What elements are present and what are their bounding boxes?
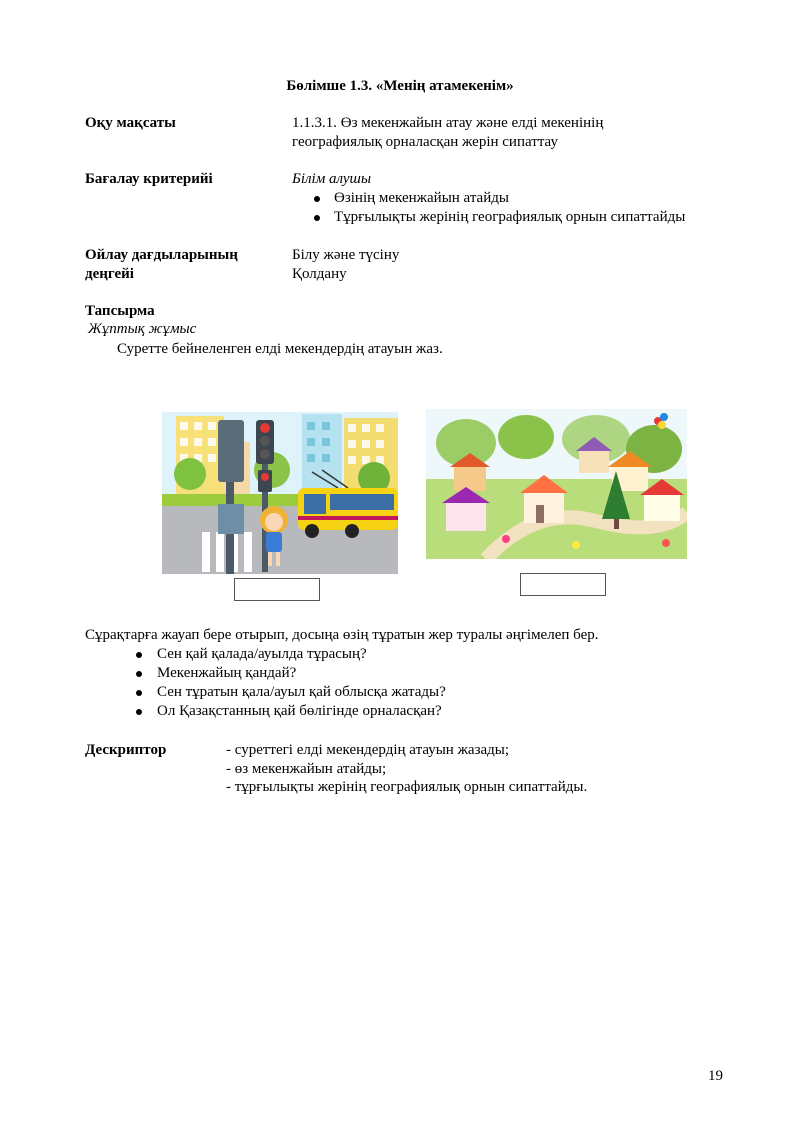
answer-box-city[interactable] (234, 578, 320, 601)
page-number: 19 (708, 1068, 723, 1084)
discussion-intro: Сұрақтарға жауап бере отырып, досыңа өзің тұратын жер туралы әңгімелеп бер. (85, 627, 599, 643)
task-heading: Тапсырма (85, 303, 155, 319)
bullet-icon (314, 215, 320, 221)
bullet-icon (136, 690, 142, 696)
question-4: Ол Қазақстанның қай бөлігінде орналасқан? (157, 703, 442, 719)
city-street-illustration (162, 412, 398, 574)
bullet-icon (136, 652, 142, 658)
thinking-level-label-2: деңгейі (85, 266, 134, 282)
answer-box-village[interactable] (520, 573, 606, 596)
bullet-icon (136, 709, 142, 715)
descriptor-item-1: - суреттегі елді мекендердің атауын жазады; (226, 742, 510, 758)
assessment-intro: Білім алушы (292, 171, 372, 187)
bullet-icon (136, 671, 142, 677)
thinking-level-label-1: Ойлау дағдыларының (85, 247, 238, 263)
thinking-level-value-2: Қолдану (292, 266, 347, 282)
task-mode: Жұптық жұмыс (88, 321, 197, 337)
village-illustration (426, 409, 687, 559)
learning-goal-line-2: географиялық орналасқан жерін сипаттау (292, 134, 558, 150)
descriptor-item-2: - өз мекенжайын атайды; (226, 761, 387, 777)
assessment-label: Бағалау критерийі (85, 171, 213, 187)
assessment-bullet-1: Өзінің мекенжайын атайды (334, 190, 509, 206)
descriptor-item-3: - тұрғылықты жерінің географиялық орнын сипаттайды. (226, 779, 588, 795)
learning-goal-line-1: 1.1.3.1. Өз мекенжайын атау және елді мекенінің (292, 115, 604, 131)
task-instruction: Суретте бейнеленген елді мекендердің атауын жаз. (117, 341, 443, 357)
assessment-bullet-2: Тұрғылықты жерінің географиялық орнын сипаттайды (334, 209, 686, 225)
question-1: Сен қай қалада/ауылда тұрасың? (157, 646, 367, 662)
descriptor-label: Дескриптор (85, 742, 167, 758)
learning-goal-label: Оқу мақсаты (85, 115, 176, 131)
thinking-level-value-1: Білу және түсіну (292, 247, 400, 263)
section-title: Бөлімше 1.3. «Менің атамекенім» (286, 78, 514, 94)
bullet-icon (314, 196, 320, 202)
question-3: Сен тұратын қала/ауыл қай облысқа жатады? (157, 684, 446, 700)
question-2: Мекенжайың қандай? (157, 665, 297, 681)
